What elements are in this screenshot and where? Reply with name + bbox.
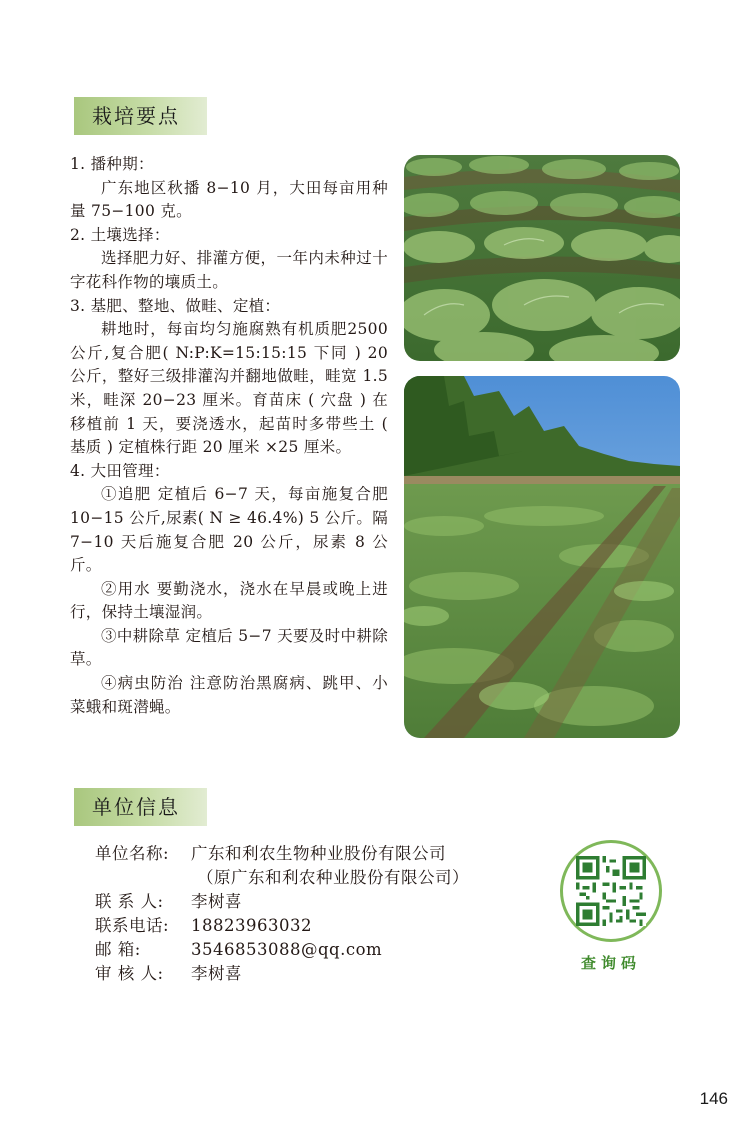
cultivation-section-title: 栽培要点	[74, 97, 207, 135]
sowing-title: 1. 播种期：	[70, 155, 154, 173]
pest-control-item: ④病虫防治 注意防治黑腐病、跳甲、小菜蛾和斑潜蝇。	[70, 674, 388, 716]
contact-label: 联 系 人:	[95, 892, 164, 911]
base-fertilizer-body: 耕地时，每亩均匀施腐熟有机质肥2500 公斤,复合肥( N:P:K=15:15:15 下同 ) 20 公斤，整好三级排灌沟并翻地做畦，畦宽 1.5 米，畦深 20−23 厘米。育苗床 ( 穴盘 ) 在移植前 1 天，要浇透水，起苗时多带些土 ( 基质 ) 定植株行距 20 厘米 ×25 厘米。	[70, 320, 388, 457]
contact-row	[95, 890, 469, 914]
reviewer-value: 李树喜	[191, 964, 242, 983]
unit-name-value: 广东和利农生物种业股份有限公司	[191, 844, 446, 863]
weeding-item: ③中耕除草 定植后 5−7 天要及时中耕除草。	[70, 626, 388, 669]
unit-former-name: （原广东和利农种业股份有限公司）	[197, 868, 469, 887]
reviewer-label: 审 核 人:	[95, 964, 164, 983]
contact-value: 李树喜	[191, 892, 242, 911]
phone-label: 联系电话:	[95, 916, 170, 935]
unit-info-block	[95, 842, 469, 986]
field-landscape-photo	[404, 376, 680, 738]
unit-name-row	[95, 842, 469, 866]
unit-info-section-title: 单位信息	[74, 788, 207, 826]
soil-body: 选择肥力好、排灌方便，一年内未种过十字花科作物的壤质土。	[70, 249, 388, 291]
crop-closeup-photo	[404, 155, 680, 361]
page-number: 146	[699, 1089, 728, 1108]
phone-value: 18823963032	[191, 916, 312, 935]
soil-title: 2. 土壤选择：	[70, 225, 170, 244]
qr-code[interactable]	[560, 840, 662, 942]
qr-block	[560, 840, 662, 973]
topdressing-item: ①追肥 定植后 6−7 天，每亩施复合肥10−15 公斤,尿素( N ≥ 46.4%) 5 公斤。隔 7−10 天后施复合肥 20 公斤，尿素 8 公斤。	[70, 485, 388, 575]
email-label: 邮 箱:	[95, 940, 141, 959]
sowing-body: 广东地区秋播 8−10 月，大田每亩用种量 75−100 克。	[70, 178, 388, 221]
qr-caption: 查询码	[580, 954, 641, 972]
email-row	[95, 938, 469, 962]
qr-code-icon	[576, 856, 646, 926]
reviewer-row	[95, 962, 469, 986]
unit-name-label: 单位名称:	[95, 844, 170, 863]
cultivation-body	[70, 153, 388, 719]
watering-item: ②用水 要勤浇水，浇水在早晨或晚上进行，保持土壤湿润。	[70, 579, 388, 622]
base-fertilizer-title: 3. 基肥、整地、做畦、定植：	[70, 296, 281, 315]
email-value: 3546853088@qq.com	[191, 940, 383, 959]
phone-row	[95, 914, 469, 938]
field-management-title: 4. 大田管理：	[70, 461, 170, 480]
